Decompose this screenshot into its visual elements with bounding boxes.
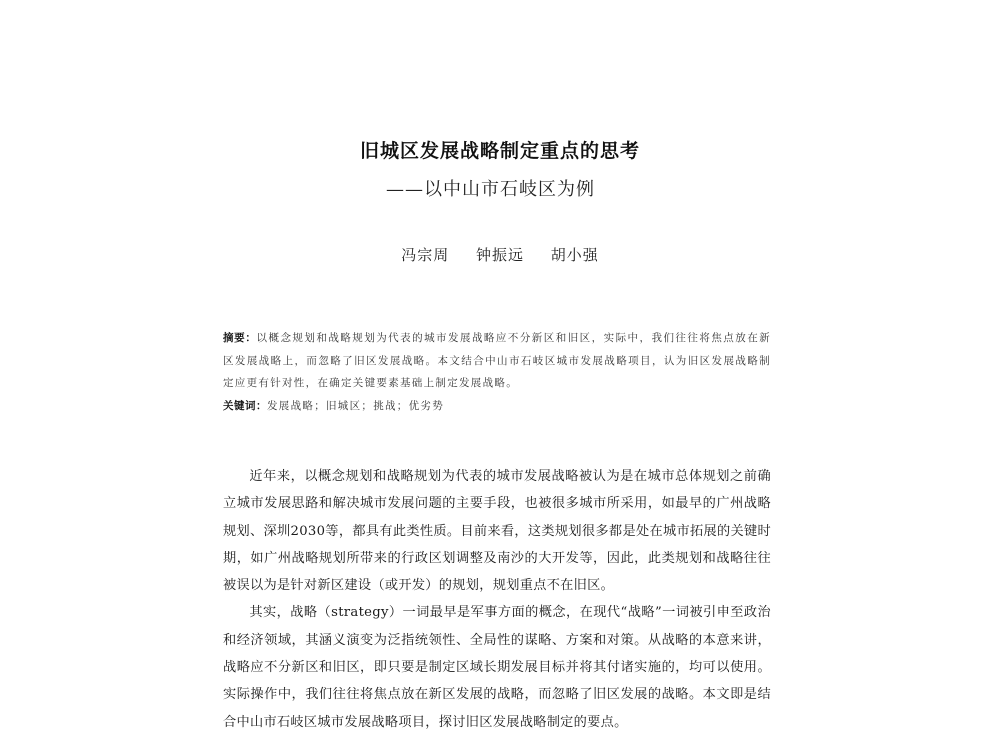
author-name: 冯宗周 [401,246,450,264]
body-paragraph: 其实，战略（strategy）一词最早是军事方面的概念，在现代“战略”一词被引申至政治和经济领域，其涵义演变为泛指统领性、全局性的谋略、方案和对策。从战略的本意来讲，战略应不分新区和旧区，即只要是制定区域长期发展目标并将其付诸实施的，均可以使用。实际操作中，我们往往将焦点放在新区发展的战略，而忽略了旧区发展的战略。本文即是结合中山市石岐区城市发展战略项目，探讨旧区发展战略制定的要点。 [223,605,771,730]
paper-title: 旧城区发展战略制定重点的思考 [359,140,640,162]
author-name: 钟振远 [475,246,524,264]
abstract-text: 以概念规划和战略规划为代表的城市发展战略应不分新区和旧区，实际中，我们往往将焦点放在新区发展战略上，而忽略了旧区发展战略。本文结合中山市石岐区城市发展战略项目，认为旧区发展战略制定应更有针对性，在确定关键要素基础上制定发展战略。 [223,332,772,389]
keywords-text: 发展战略；旧城区；挑战；优劣势 [267,400,444,412]
body-paragraph: 近年来，以概念规划和战略规划为代表的城市发展战略被认为是在城市总体规划之前确立城市发展思路和解决城市发展问题的主要手段，也被很多城市所采用，如最早的广州战略规划、深圳2030等，都具有此类性质。目前来看，这类规划很多都是处在城市拓展的关键时期，如广州战略规划所带来的行政区划调整及南沙的大开发等，因此，此类规划和战略往往被误以为是针对新区建设（或开发）的规划，规划重点不在旧区。 [223,469,771,594]
author-name: 胡小强 [550,246,599,264]
keywords-label: 关键词： [223,400,267,412]
body-text [223,463,771,736]
author-list [0,244,1000,265]
paper-subtitle: ——以中山市石岐区为例 [386,179,595,200]
abstract [223,327,771,395]
keywords [223,395,771,417]
abstract-label: 摘要： [223,332,257,344]
